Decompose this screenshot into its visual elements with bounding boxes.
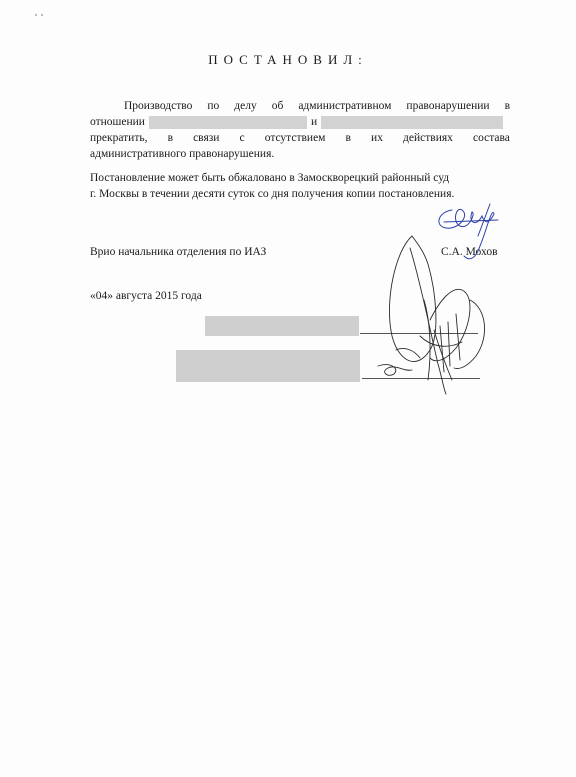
paragraph-line: отношении <box>90 116 145 128</box>
document-title: ПОСТАНОВИЛ: <box>208 52 368 67</box>
paragraph-word: их <box>371 132 383 144</box>
paragraph-word: действиях <box>403 132 453 144</box>
paragraph-word: с <box>239 132 245 144</box>
paragraph-line: Производство по делу об административном правонарушении в <box>124 100 510 112</box>
paragraph-line: Постановление может быть обжаловано в Замоскворецкий районный суд <box>90 172 450 184</box>
paragraph-line: г. Москвы в течении десяти суток со дня получения копии постановления. <box>90 188 455 200</box>
paragraph-word: прекратить, <box>90 132 148 144</box>
paragraph-line: административного правонарушения. <box>90 148 275 160</box>
paragraph-word: в <box>167 132 173 144</box>
paragraph-line: и <box>310 116 318 128</box>
document-date: «04» августа 2015 года <box>90 290 202 302</box>
signatory-name: С.А. Мохов <box>441 246 498 258</box>
paragraph-word: состава <box>472 132 510 144</box>
paragraph-word: в <box>345 132 351 144</box>
signatory-position: Врио начальника отделения по ИАЗ <box>90 246 267 258</box>
paragraph-word: связи <box>193 132 220 144</box>
paragraph-word: отсутствием <box>264 132 326 144</box>
